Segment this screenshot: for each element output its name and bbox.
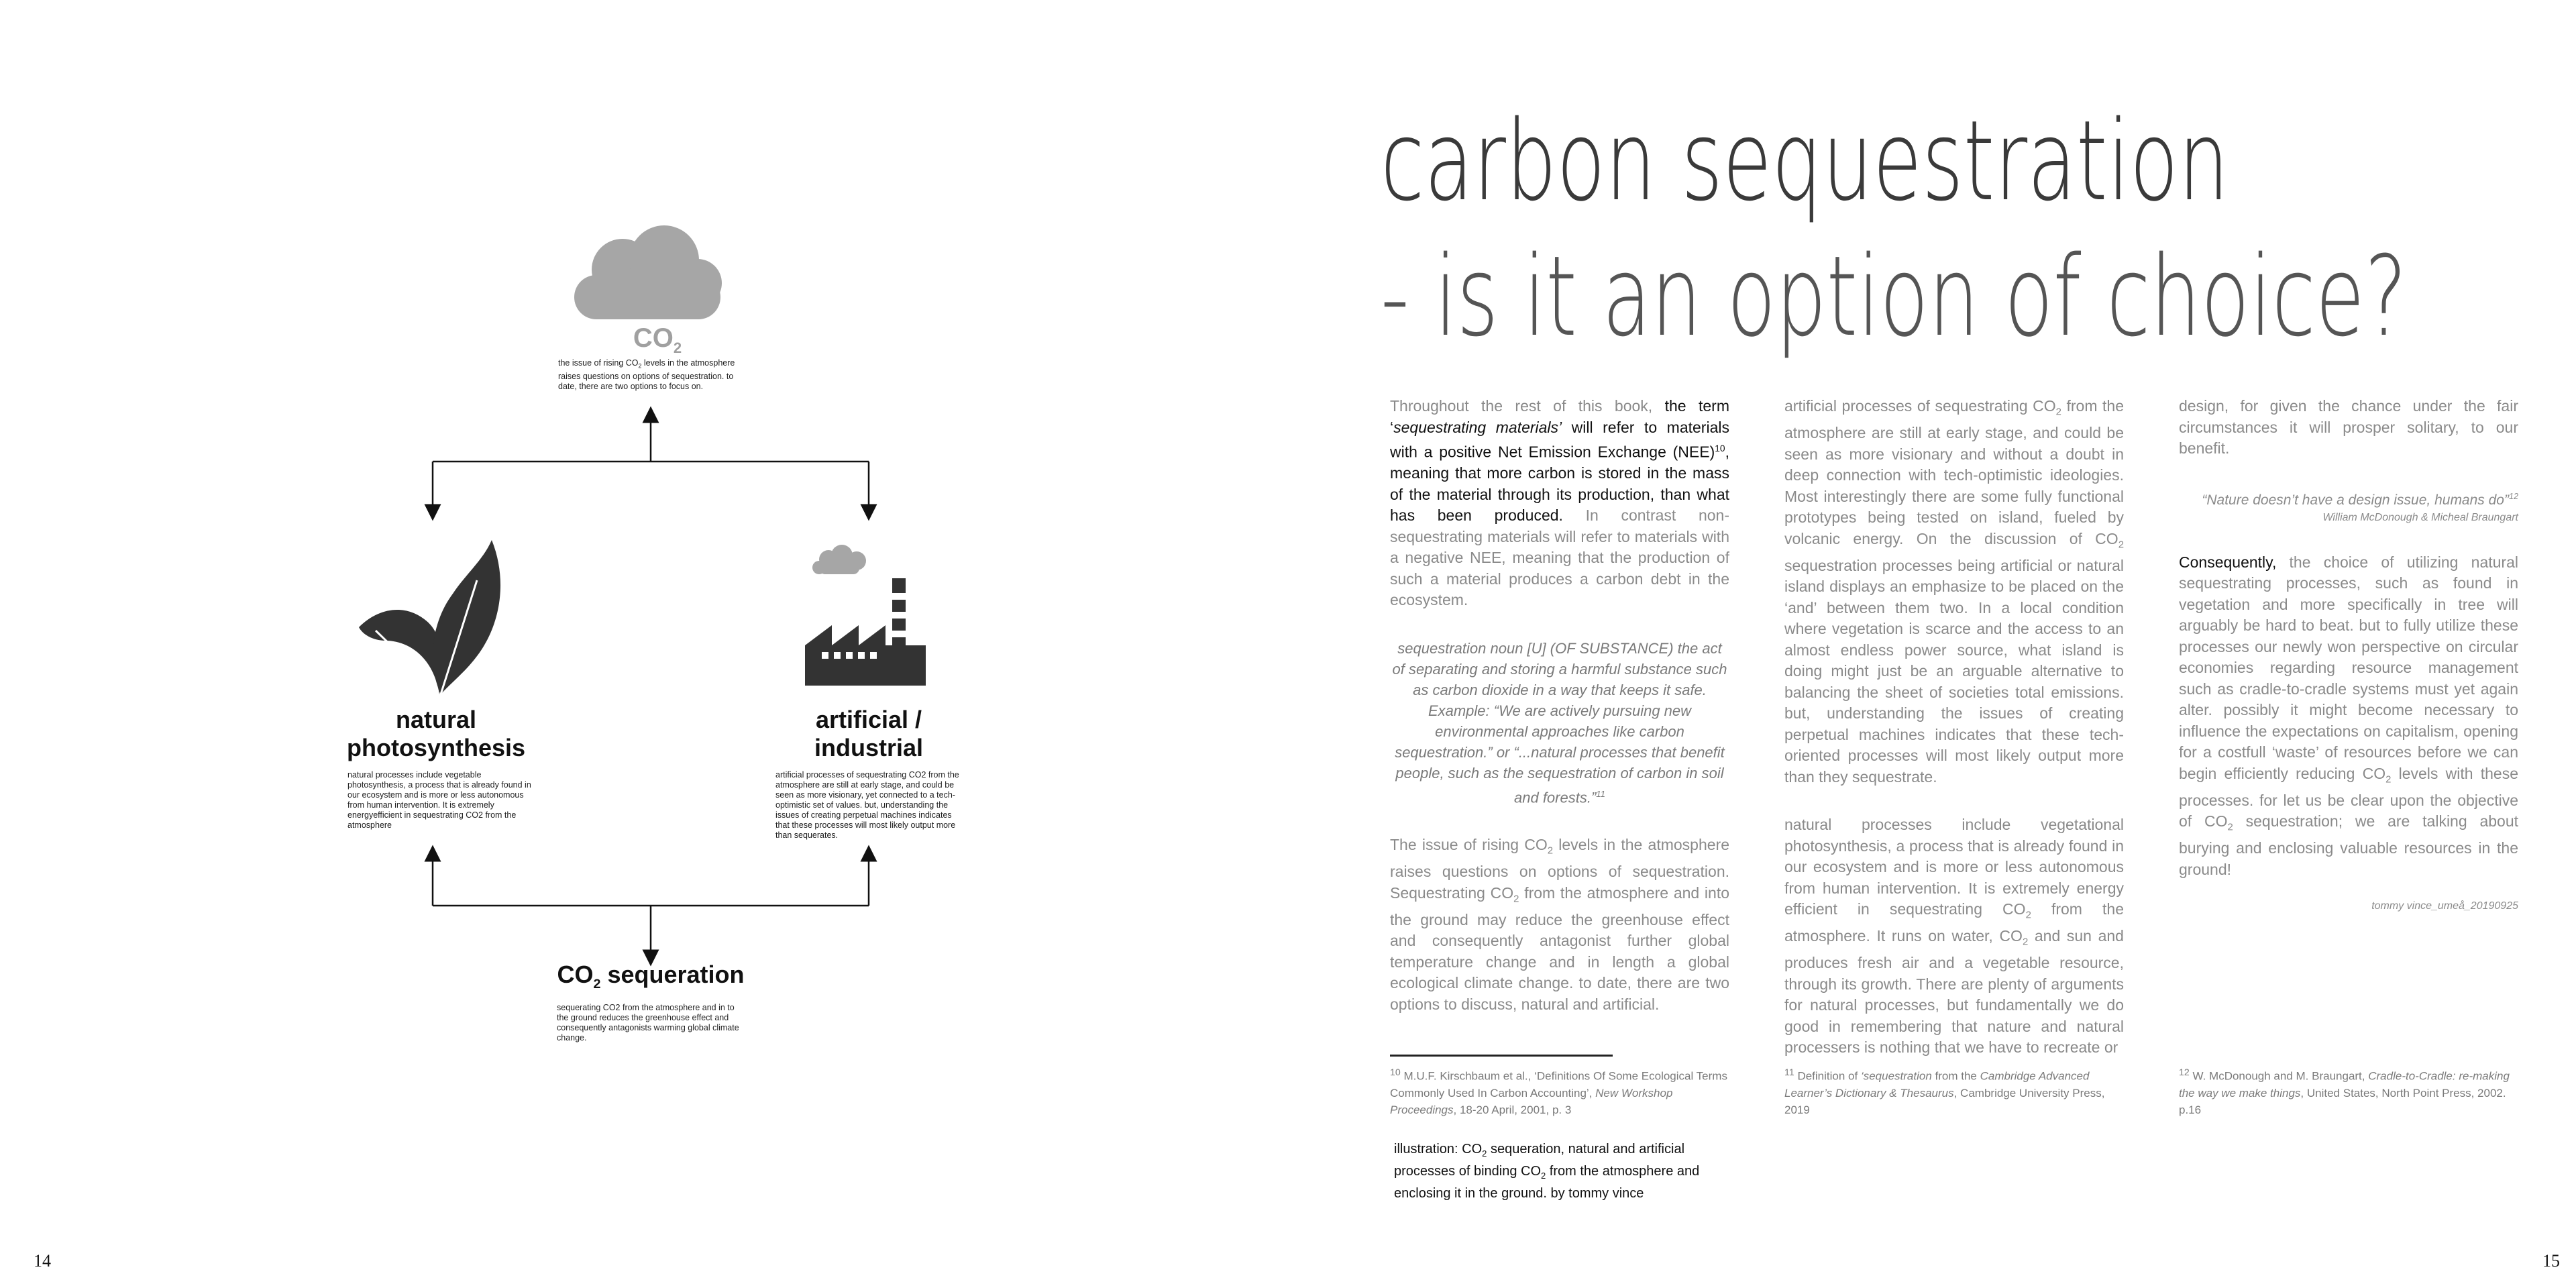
page-subtitle: - is it an option of choice? — [1381, 232, 2407, 361]
col2-paragraph-2: natural processes include vegetational photosynthesis, a process that is already found in our ecosystem and is more or less autonomous from human intervention. It is extremely energy efficient in sequestrating $CO_2$ from the atmosphere. It runs on water, $CO_2$ and sun and produces fresh air and a vegetable resource, through its growth. There are plenty of arguments for natural processes, but fundamentally we do good in remembering that nature and natural processers is nothing that we have to recreate or — [1784, 816, 2124, 1057]
text-column-3 — [2179, 396, 2518, 914]
signature: tommy vince_umeå_20190925 — [2371, 900, 2518, 912]
co2-label: $CO_2$ — [633, 323, 682, 356]
natural-node-description: natural processes include vegetable photosynthesis, a process that is already found in our ecosystem and is more or less autonomous from human intervention. It is extremely energyefficient in sequestrating CO2 from the atmosphere — [347, 770, 531, 830]
col1-paragraph-1: Throughout the rest of this book, the term ‘sequestrating materials’ will refer to materials with a positive Net Emission Exchange (NEE)$^{10}$, meaning that more carbon is stored in the mass of the material through its production, than what has been produced. In contrast non-sequestrating materials will refer to materials with a negative NEE, meaning that the production of such a material produces a carbon debt in the ecosystem. — [1390, 397, 1730, 609]
factory-icon — [802, 545, 936, 689]
footnote-10: $^{10}$ M.U.F. Kirschbaum et al., ‘Definitions Of Some Ecological Terms Commonly Used In Carbon Accounting’, New Workshop Proceedings, 18-20 April, 2001, p. 3 — [1390, 1067, 1727, 1116]
sequeration-node-title: $CO_2$ sequeration — [557, 961, 745, 992]
footnote-rule — [1390, 1055, 1613, 1057]
col1-paragraph-2: The issue of rising $CO_2$ levels in the atmosphere raises questions on options of sequestration. Sequestrating $CO_2$ from the atmosphere and into the ground may reduce the greenhouse effect and consequently antagonist further global temperature change and in length a global ecological climate change. to date, there are two options to discuss, natural and artificial. — [1390, 835, 1730, 1013]
page-number-right: 15 — [2542, 1251, 2560, 1271]
col3-paragraph-2: Consequently, the choice of utilizing natural sequestrating processes, such as found in vegetation and more specifically in tree will arguably be hard to beat. but to fully utilize these processes our newly won perspective on circular economies regarding resource management such as cradle-to-cradle systems must yet again alter. possibly it might become necessary to influence the expectations on capitalism, opening for a costfull ‘waste’ of resources before we can begin efficiently reducing $CO_2$ levels with these processes. for let us be clear upon the objective of $CO_2$ sequestration; we are talking about burying and enclosing valuable resources in the ground! — [2179, 553, 2518, 878]
industrial-node-title: artificial / industrial — [814, 706, 924, 761]
natural-node-title: natural photosynthesis — [346, 706, 526, 761]
definition-block: sequestration noun [U] (OF SUBSTANCE) the act of separating and storing a harmful substance such as carbon dioxide in a way that keeps it safe. Example: “We are actively pursuing new environmental approaches like carbon sequestration.” or “...natural processes that benefit people, such as the sequestration of carbon in soil and forests.”$^{11}$ — [1392, 639, 1727, 806]
text-column-2 — [1784, 396, 2124, 1085]
leaf-icon — [359, 540, 506, 698]
sequeration-node-description: sequerating CO2 from the atmosphere and in to the ground reduces the greenhouse effect and consequently antagonists warming global climate change. — [557, 1003, 739, 1042]
quote: “Nature doesn’t have a design issue, humans do”$^{12}$ — [2202, 491, 2518, 508]
cloud-icon — [570, 221, 731, 322]
quote-attribution: William McDonough & Micheal Braungart — [2322, 511, 2518, 523]
col3-paragraph-1: design, for given the chance under the fair circumstances it will prosper solitary, to our benefit. — [2179, 397, 2518, 457]
text-column-1 — [1390, 396, 1729, 1042]
page-number-left: 14 — [34, 1251, 51, 1271]
col2-paragraph-1: artificial processes of sequestrating $CO_2$ from the atmosphere are still at early stage, and could be seen as more visionary and without a doubt in deep connection with tech-optimistic ideologies. Most interestingly there are some fully functional prototypes being tested on island, fueled by volcanic energy. On the discussion of $CO_2$ sequestration processes being artificial or natural island displays an emphasize to be placed on the ‘and’ between them two. In a local condition where vegetation is scarce and the access to an almost endless power source, what island is doing might just be an arguable alternative to balancing the sheet of societies total emissions. but, understanding the issues of creating perpetual machines indicates that these tech-oriented processes will most likely output more than they sequestrate. — [1784, 397, 2124, 786]
footnote-11: $^{11}$ Definition of ‘sequestration from the Cambridge Advanced Learner’s Dictionary & Thesaurus, Cambridge University Press, 2019 — [1784, 1067, 2105, 1116]
footnote-12: $^{12}$ W. McDonough and M. Braungart, Cradle-to-Cradle: re-making the way we make things, United States, North Point Press, 2002. p.16 — [2179, 1067, 2510, 1116]
page-title: carbon sequestration — [1381, 97, 2229, 225]
industrial-node-description: artificial processes of sequestrating CO2 from the atmosphere are still at early stage, and could be seen as more visionary, yet connected to a tech-optimistic set of values. but, understanding the issues of creating perpetual machines indicates that these processes will most likely output more than sequerates. — [775, 770, 959, 840]
illustration-caption: illustration: $CO_2$ sequeration, natural and artificial processes of binding $CO_2$ from the atmosphere and enclosing it in the ground. by tommy vince — [1394, 1142, 1700, 1201]
co2-description: the issue of rising $CO_2$ levels in the atmosphere raises questions on options of sequestration. to date, there are two options to focus on. — [558, 358, 735, 391]
